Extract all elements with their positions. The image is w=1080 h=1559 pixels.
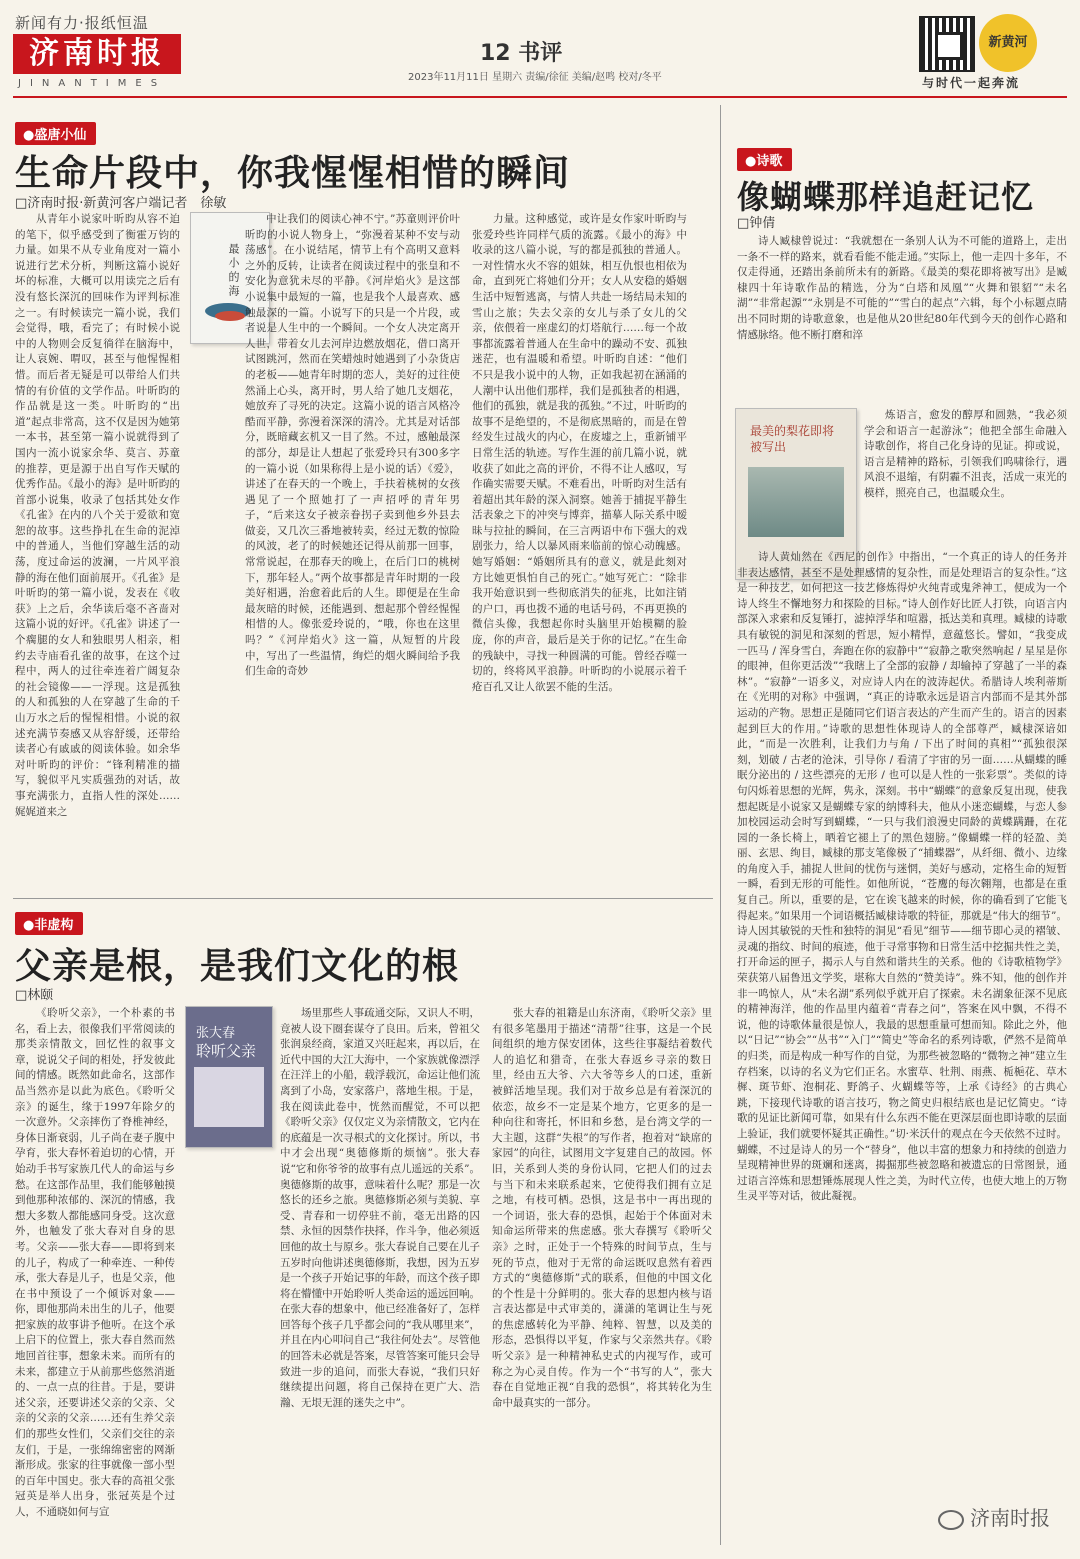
article2-section-tag: ●诗歌 xyxy=(737,148,792,171)
qr-code-icon xyxy=(919,16,975,72)
article3-byline: □林颐 xyxy=(15,988,54,1003)
page-section-label: 12 书评 xyxy=(480,41,563,66)
article3-section-tag: ●非虚构 xyxy=(15,912,83,935)
book-cover-title: 聆听父亲 xyxy=(196,1042,257,1060)
column-divider xyxy=(720,105,721,1545)
article3-column-1: 《聆听父亲》，一个朴素的书名，看上去，很像我们平常阅读的那类亲情散文，回忆性的叙事文章，说说父子间的相处，抒发彼此间的情感。既然如此命名，这部作品当然亦是以此为底色。《聆听父亲》的诞生，缘于1997年除夕的一次意外。父亲摔伤了脊椎神经，身体日渐衰弱，儿子尚在妻子腹中孕育，张大春怀着迫切的心情，开始动手书写家族几代人的命运与乡愁。在这部作品里，我们能够触摸到他那种浓郁的、深沉的情感，我想大多数人都能感同身受。这次意外，也触发了张大春对自身的思考。父亲——张大春——即将到来的儿子，构成了一种牵连、一种传承，张大春是儿子，也是父亲，他在书中预设了一个倾诉对象——你，即他那尚未出生的儿子，他要把家族的故事讲予他听。在这个承上启下的位置上，张大春自然而然地回首往事，想象未来。而所有的未来，都建立于从前那些悠然消逝的、一点一点的往昔。于是，要讲述父亲，还要讲述父亲的父亲、父亲的父亲的父亲……还有生养父亲们的那些女性们，父亲们交往的亲友们，于是，一张绵绵密密的网渐渐形成。张家的往事就像一部小型的百年中国史。张大春的高祖父张冠英是举人出身，张冠英是个过人，不通晓如何与宣 xyxy=(15,1007,175,1518)
book-cover-title: 最美的梨花即将被写出 xyxy=(750,424,835,454)
masthead-rule xyxy=(13,96,1067,98)
article1-column-3: 力量。这种感觉，或许是女作家叶昕昀与张爱玲些许同样气质的流露。《最小的海》中收录的这八篇小说，写的都是孤独的普通人。一对性情水火不容的姐妹，相互仇恨也相依为命，直到死亡将她们分开；女人从安稳的婚姻生活中短暂逃离，与情人共赴一场结局未知的雪山之旅；失去父亲的女儿与杀了女儿的父亲，依偎着一座虚幻的灯塔航行……每一个故事都流露着普通人在生命中的躁动不安、孤独迷茫，也有温暖和希望。叶昕昀自述：“他们不只是我小说中的人物，正如我起初在涵涌的人潮中认出他们那样，我们是孤独者的相遇，他们的孤独，就是我的孤独。”不过，叶昕昀的故事不是绝望的，不是彻底黑暗的，而是在曾经发生过战火的内心，在废墟之上，重新铺平日常生活的轨迹。写作生涯的前几篇小说，就收获了如此之高的评价，不得不让人感叹，写作确实需要天赋。不难看出，叶昕昀对生活有着超出其年龄的深入洞察。她善于捕捉平静生活表象之下的冲突与博弈，描摹人际关系中暧昧与拉扯的瞬间，在三言两语中布下强大的戏剧张力，给人以暴风雨来临前的惊心动魄感。她写婚姻：“婚姻所具有的意义，就是此刻对方比她更惧怕自己的死亡。”她写死亡：“除非我开始意识到一些彻底消失的征兆，比如注销的户口，再也拨不通的电话号码，不再更换的微信头像，我想起你时头脑里开始模糊的脸庞，你的声音，最后是关于你的记忆。”在生命的残缺中，寻找一种圆满的可能。曾经吞噬一切的，终将风平浪静。叶昕昀的小说展示着千疮百孔又让人欲罢不能的生活。 xyxy=(472,213,687,693)
book-cover-art xyxy=(194,1067,264,1127)
article2-column-bottom: 诗人黄灿然在《西尼的创作》中指出，“一个真正的诗人的任务并非表达感情，甚至不是处理感情的复杂性，而是处理语言的复杂性。”这是一种技艺，如何把这一技艺修炼得炉火纯青或鬼斧神工，便成为一个诗人终生不懈地努力和探险的目标。”诗人创作好比匠人打铁，向语言内部深入求索和反复锤打，滤掉浮华和喧嚣，抵达美和真理。臧棣的诗歌具有敏锐的洞见和深刻的哲思，短小精悍，意蕴悠长。譬如，“我变成一匹马 / 浑身雪白，奔跑在你的寂静中”“寂静之歌突然响起 / 星星是你的眼神，但你更活泼”“我瞎上了全部的寂静 / 却输掉了穿越了一半的森林”。“寂静”一语多义，对应诗人内在的波涛起伏。希腊诗人埃利蒂斯在《光明的对称》中强调，“真正的诗歌永远是语言内部而不是其外部运动的产物。思想正是随同它们语言表达的产生而产生的。语言的因素起到巨大的作用。”诗歌的思想性体现诗人的全部尊严，臧棣深谙如此，“而是一次胜利，让我们力与角 / 下出了时间的真相”“孤独很深刻，划破 / 古老的沧沫，引导你 / 看清了宇宙的另一面……从蝴蝶的睡眠分泌出的 / 这些漂亮的无形 / 也可以是人性的一张彩票”。类似的诗句闪烁着思想的光辉，隽永，深刻。书中“蝴蝶”的意象反复出现，使我想起既是小说家又是蝴蝶专家的纳博科夫，他从小迷恋蝴蝶，与恋人参加校园运动会时写到蝴蝶，“一只与我们浪漫史同龄的黄蝶蹒跚，在花园的一条长椅上，晒着它褪上了的黑色翅膀。”像蝴蝶一样的轻盈、美丽、玄思、绚目，臧棣的那支笔像极了“捕蝶器”，从纤细、微小、边缘的角度入手，捕捉人世间的忧伤与迷惘，美好与感动，定格生命的短暂一瞬，看到无形的可能性。如他所说，“苍鹰的每次翱翔，也都是在重复自己。所以，重要的是，它在诶飞越来的时候，你的确看到了它能飞得起来。”如果用一个词语概括臧棣诗歌的特征，那就是“伟大的细节”。诗人因其敏锐的天性和独特的洞见“看见”细节——细节即心灵的褶皱、灵魂的指纹、时间的痕迹，他于寻常事物和日常生活中挖掘共性之美，打开命运的匣子，揭示人与自然和谐共生的关系。他的《诗歌植物学》荣获第八届鲁迅文学奖，堪称大自然的“赞美诗”。殊不知，他的创作并非一鸣惊人，从“未名湖”系列似乎就开启了探索。未名湖象征深不见底的精神海洋，他的作品里内蕴着“青春之问”，答案在风中飘，不得不说，他的诗歌体量很是惊人，我最的思想重量可想而知。除此之外，他以“日记”“协会”“丛书”“入门”“简史”等命名的系列诗歌，俨然不是简单的归类，而是构成一种写作的自觉，为那些被忽略的“微物之神”建立生存档案，以诗的名义为它们正名。水蜜草、牡荆、雨燕、栀梔花、草木樨、斑节虾、泡桐花、野鸽子、火蝴蝶等等，上承《诗经》的古典心跳，下接现代诗歌的语言技巧，物之简史归根结底也是记忆简史。“诗歌的见证比新闻可靠，如果有什么东西不能在更深层面也即诗歌的层面上验证，我们就要怀疑其正确性。”切·米沃什的观点在今天依然不过时。蝴蝶，不过是诗人的另一个“替身”，他以丰富的想象力和持续的创造力呈现精神世界的斑斓和迷离，揭掘那些被忽略和被遗忘的日常图景，通过语言淬炼和思想锤炼展现人性之美，为时代立传，也使大地上的万物生灵平等对话，彼此凝视。 xyxy=(737,551,1067,1203)
article3-column-2: 场里那些人事疏通交际，又识人不明，竟被人设下圈套谋夺了良田。后来，曾祖父张润泉经商，家道又兴旺起来，再以后，在近代中国的大江大海中，一个家族就像漂浮在汪洋上的小船，载浮载沉，命运让他们流离到了小岛，安家落户，落地生根。于是，我在阅读此卷中，恍然而醒觉，不可以把《聆听父亲》仅仅定义为亲情散文，它内在的底蕴是一次寻根式的文化探讨。所以，书中才会出现“奥德修斯的烦恼”。张大春说“它和你爷爷的故事有点儿遥远的关系”。奥德修斯的故事，意味着什么呢？那是一次悠长的还乡之旅。奥德修斯必须与美貌、享受、青春和一切停驻不前，毫无出路的囚禁、永恒的因禁作抉择，作斗争，他必须返回他的故土与原乡。张大春说自己要在儿子五岁时向他讲述奥德修斯，我想，因为五岁是一个孩子开始记事的年龄，而这个孩子即将在懵懂中开始聆听人类命运的遥远回响。在张大春的想象中，他已经准备好了，怎样回答每个孩子几乎都会问的“我从哪里来”，并且在内心叩问自己“我往何处去”。尽管他的回答未必就是答案，尽管答案可能只会导致进一步的追问，而张大春说，“我们只好继续提出问题，将自己保持在更广大、浩瀚、无垠无涯的迷失之中”。 xyxy=(280,1007,480,1409)
book-cover-art xyxy=(748,467,844,537)
article2-title: 像蝴蝶那样追赶记忆 xyxy=(737,178,1035,216)
book-cover-art-accent xyxy=(215,311,245,321)
article1-section-tag: ●盛唐小仙 xyxy=(15,122,96,145)
dateline: 2023年11月11日 星期六 责编/徐征 美编/赵鸣 校对/冬平 xyxy=(408,72,662,83)
article1-column-1: 从青年小说家叶昕昀从容不迫的笔下，似乎感受到了衡霍万钧的力量。如果不从专业角度对一篇小说进行艺术分析，判断这篇小说好坏的标准，大概可以用读完之后有没有悠长深沉的回味作为评判标准之一。有时候读完一篇小说，我们会觉得，哦，看完了；有时候小说中的人物则会反复徜徉在脑海中，让人哀婉、喟叹，甚至与他惺惺相惜。而后者无疑是可以带给人们共情的有价值的文学作品。叶昕昀的作品就是这一类。叶昕昀的“出道”起点非常高，这不仅是因为她第一本书，甚至第一篇小说就得到了国内一流小说家余华、莫言、苏童的推荐，更是源于出自写作天赋的优秀作品。《最小的海》是叶昕昀的首部小说集，收录了包括其处女作《孔雀》在内的八个关于爱欲和宽恕的故事。这些挣扎在生命的泥淖中的普通人，当他们穿越生活的动荡，度过命运的波澜，一片风平浪静的海在他们面前展开。《孔雀》是叶昕昀的第一篇小说，发表在《收获》上之后，余华读后毫不吝啬对这篇小说的好评。《孔雀》讲述了一个瘸腿的女人和独眼男人相亲，相约去寺庙看孔雀的故事，在这个过程中，两人的过往牵连着广阔复杂的社会镜像——一浮现。这是孤独的人和孤独的人在穿越了生命的千山万水之后的惺惺相惜。小说的叙述充满节奏感又从容舒缓，还带给读者心有戚戚的阅读体验。如余华对叶昕昀的评价：“锋利精准的描写，貌似平凡实质强劲的对话，故事充满张力，直指人性的深处……娓娓道来之 xyxy=(15,213,180,818)
section-divider xyxy=(13,898,713,899)
article2-byline: □钟倩 xyxy=(737,216,776,231)
wechat-icon xyxy=(938,1510,964,1530)
article1-title: 生命片段中，你我惺惺相惜的瞬间 xyxy=(15,153,571,194)
book-cover-author: 张大春 xyxy=(196,1026,236,1041)
book-cover-lingtingfuqin xyxy=(185,1006,273,1148)
partner-slogan: 与时代一起奔流 xyxy=(922,76,1021,90)
newspaper-logo: 济南时报 xyxy=(13,34,181,74)
article1-column-2: 中让我们的阅读心神不宁。”苏童则评价叶昕昀的小说人物身上，“弥漫着某种不安与动荡感”。在小说结尾，情节上有个高明又意料之外的反转，让读者在阅读过程中的张皇和不安化为意犹未尽的平静。《河岸焰火》是这部小说集中最短的一篇，也是我个人最喜欢、感触最深的一篇。小说写下的只是一个片段，或者说是人生中的一个瞬间。一个女人决定离开人世，带着女儿去河岸边燃放烟花，借口离开试图跳河，然而在笑蜡烛时她遇到了小杂货店的老板——她青年时期的恋人，美好的过往使然涌上心头，离开时，男人给了她几支烟花，她放弃了寻死的决定。这篇小说的语言风格冷酷而平静，弥漫着深深的清冷。尤其是对话部分，既暗藏玄机又一目了然。不过，感触最深的部分，却是让人想起了张爱玲只有300多字的一篇小说（如果称得上是小说的话）《爱》，讲述了在春天的一个晚上，手扶着桃树的女孩遇见了一个照她打了一声招呼的青年男子，“后来这女子被亲眷拐子卖到他乡外县去做妾，又几次三番地被转卖，经过无数的惊险的风波，老了的时候她还记得从前那一回事，常常说起，在那春天的晚上，在后门口的桃树下，那年轻人。”两个故事都是青年时期的一段美好相遇，治愈着此后的人生。即便是在生命最灰暗的时候，还能遇到、想起那个曾经惺惺相惜的人。像张爱玲说的，“哦，你也在这里吗？”《河岸焰火》这一篇，从短暂的片段中，写出了一些温情，绚烂的烟火瞬间给予我们生命的奇妙 xyxy=(245,213,460,678)
wechat-watermark xyxy=(938,1502,1050,1531)
newspaper-logo-english: JINANTIMES xyxy=(18,78,167,89)
article2-column-top: 诗人臧棣曾说过：“我就想在一条别人认为不可能的道路上，走出一条不一样的路来，就看看能不能走通。”实际上，他一走四十多年，不仅走得通，还踏出条前所未有的新路。《最美的梨花即将被写出》是臧棣四十年诗歌作品的精选，分为“白塔和凤凰”“火舞和银貂”“未名湖”“非常起源”“永别是不可能的”“雪白的起点”六辑，每个小标题点睛出不同时期的诗歌意象，也是他从20世纪80年代到今天的创作心路和情感脉络。他不断打磨和淬 xyxy=(737,235,1067,341)
article3-column-3: 张大春的祖籍是山东济南，《聆听父亲》里有很多笔墨用于描述“清帮”往事，这是一个民间组织的地方保安团体，这些往事凝结着数代人的追忆和猎奇，在张大春返乡寻亲的数日里，经由五大爷、六大爷等乡人的口述，重新被鲜活地呈现。我们对于故乡总是有着深沉的依恋，故乡不一定是某个地方，它更多的是一种向往和寄托，怀旧和乡愁，是台湾文学的一大主题，这群“失根”的写作者，抱着对“缺席的家园”的向往，试图用文字复建自己的故园。怀旧，关系到人类的身份认同，它把人们的过去与当下和未来联系起来，它使得我们拥有立足之地，有枝可栖。恐惧，这是书中一再出现的一个词语，张大春的恐惧，起始于个体面对未知命运所带来的焦虑感。张大春撰写《聆听父亲》之时，正处于一个特殊的时间节点，生与死的节点，他对于无常的命运既叹息然有着西方式的“奥德修斯”式的联系，但他的中国文化的个性是十分鲜明的。张大春的思想内核与语言表达都是中式审美的，潇潇的笔调让生与死的焦虑感转化为平静、纯粹、智慧，以及美的形态，恐惧得以平复，作家与父亲然共存。《聆听父亲》是一种精神私史式的内视写作，或可称之为心灵自传。作为一个“书写的人”，张大春在自觉地正视“自我的恐惧”，将其转化为生命中最真实的一部分。 xyxy=(492,1007,712,1409)
watermark-text: 济南时报 xyxy=(970,1506,1050,1530)
book-cover-title: 最小的海 xyxy=(227,243,240,299)
article3-title: 父亲是根，是我们文化的根 xyxy=(15,946,460,987)
article2-column-mid: 炼语言，愈发的醇厚和圆熟，“我必须学会和语言一起游泳”；他把全部生命融入诗歌创作，将自己化身诗的见证。抑或说，语言是精神的路标，引领我们呜啸徐行，遇风浪不退缩，有阴霾不沮丧，活成一束光的模样，照亮自己，也温暖众生。 xyxy=(864,409,1067,499)
article1-byline: □济南时报·新黄河客户端记者 徐敏 xyxy=(15,196,227,211)
xinhuanghe-logo: 新黄河 xyxy=(979,14,1037,72)
masthead-slogan: 新闻有力·报纸恒温 xyxy=(15,14,149,32)
